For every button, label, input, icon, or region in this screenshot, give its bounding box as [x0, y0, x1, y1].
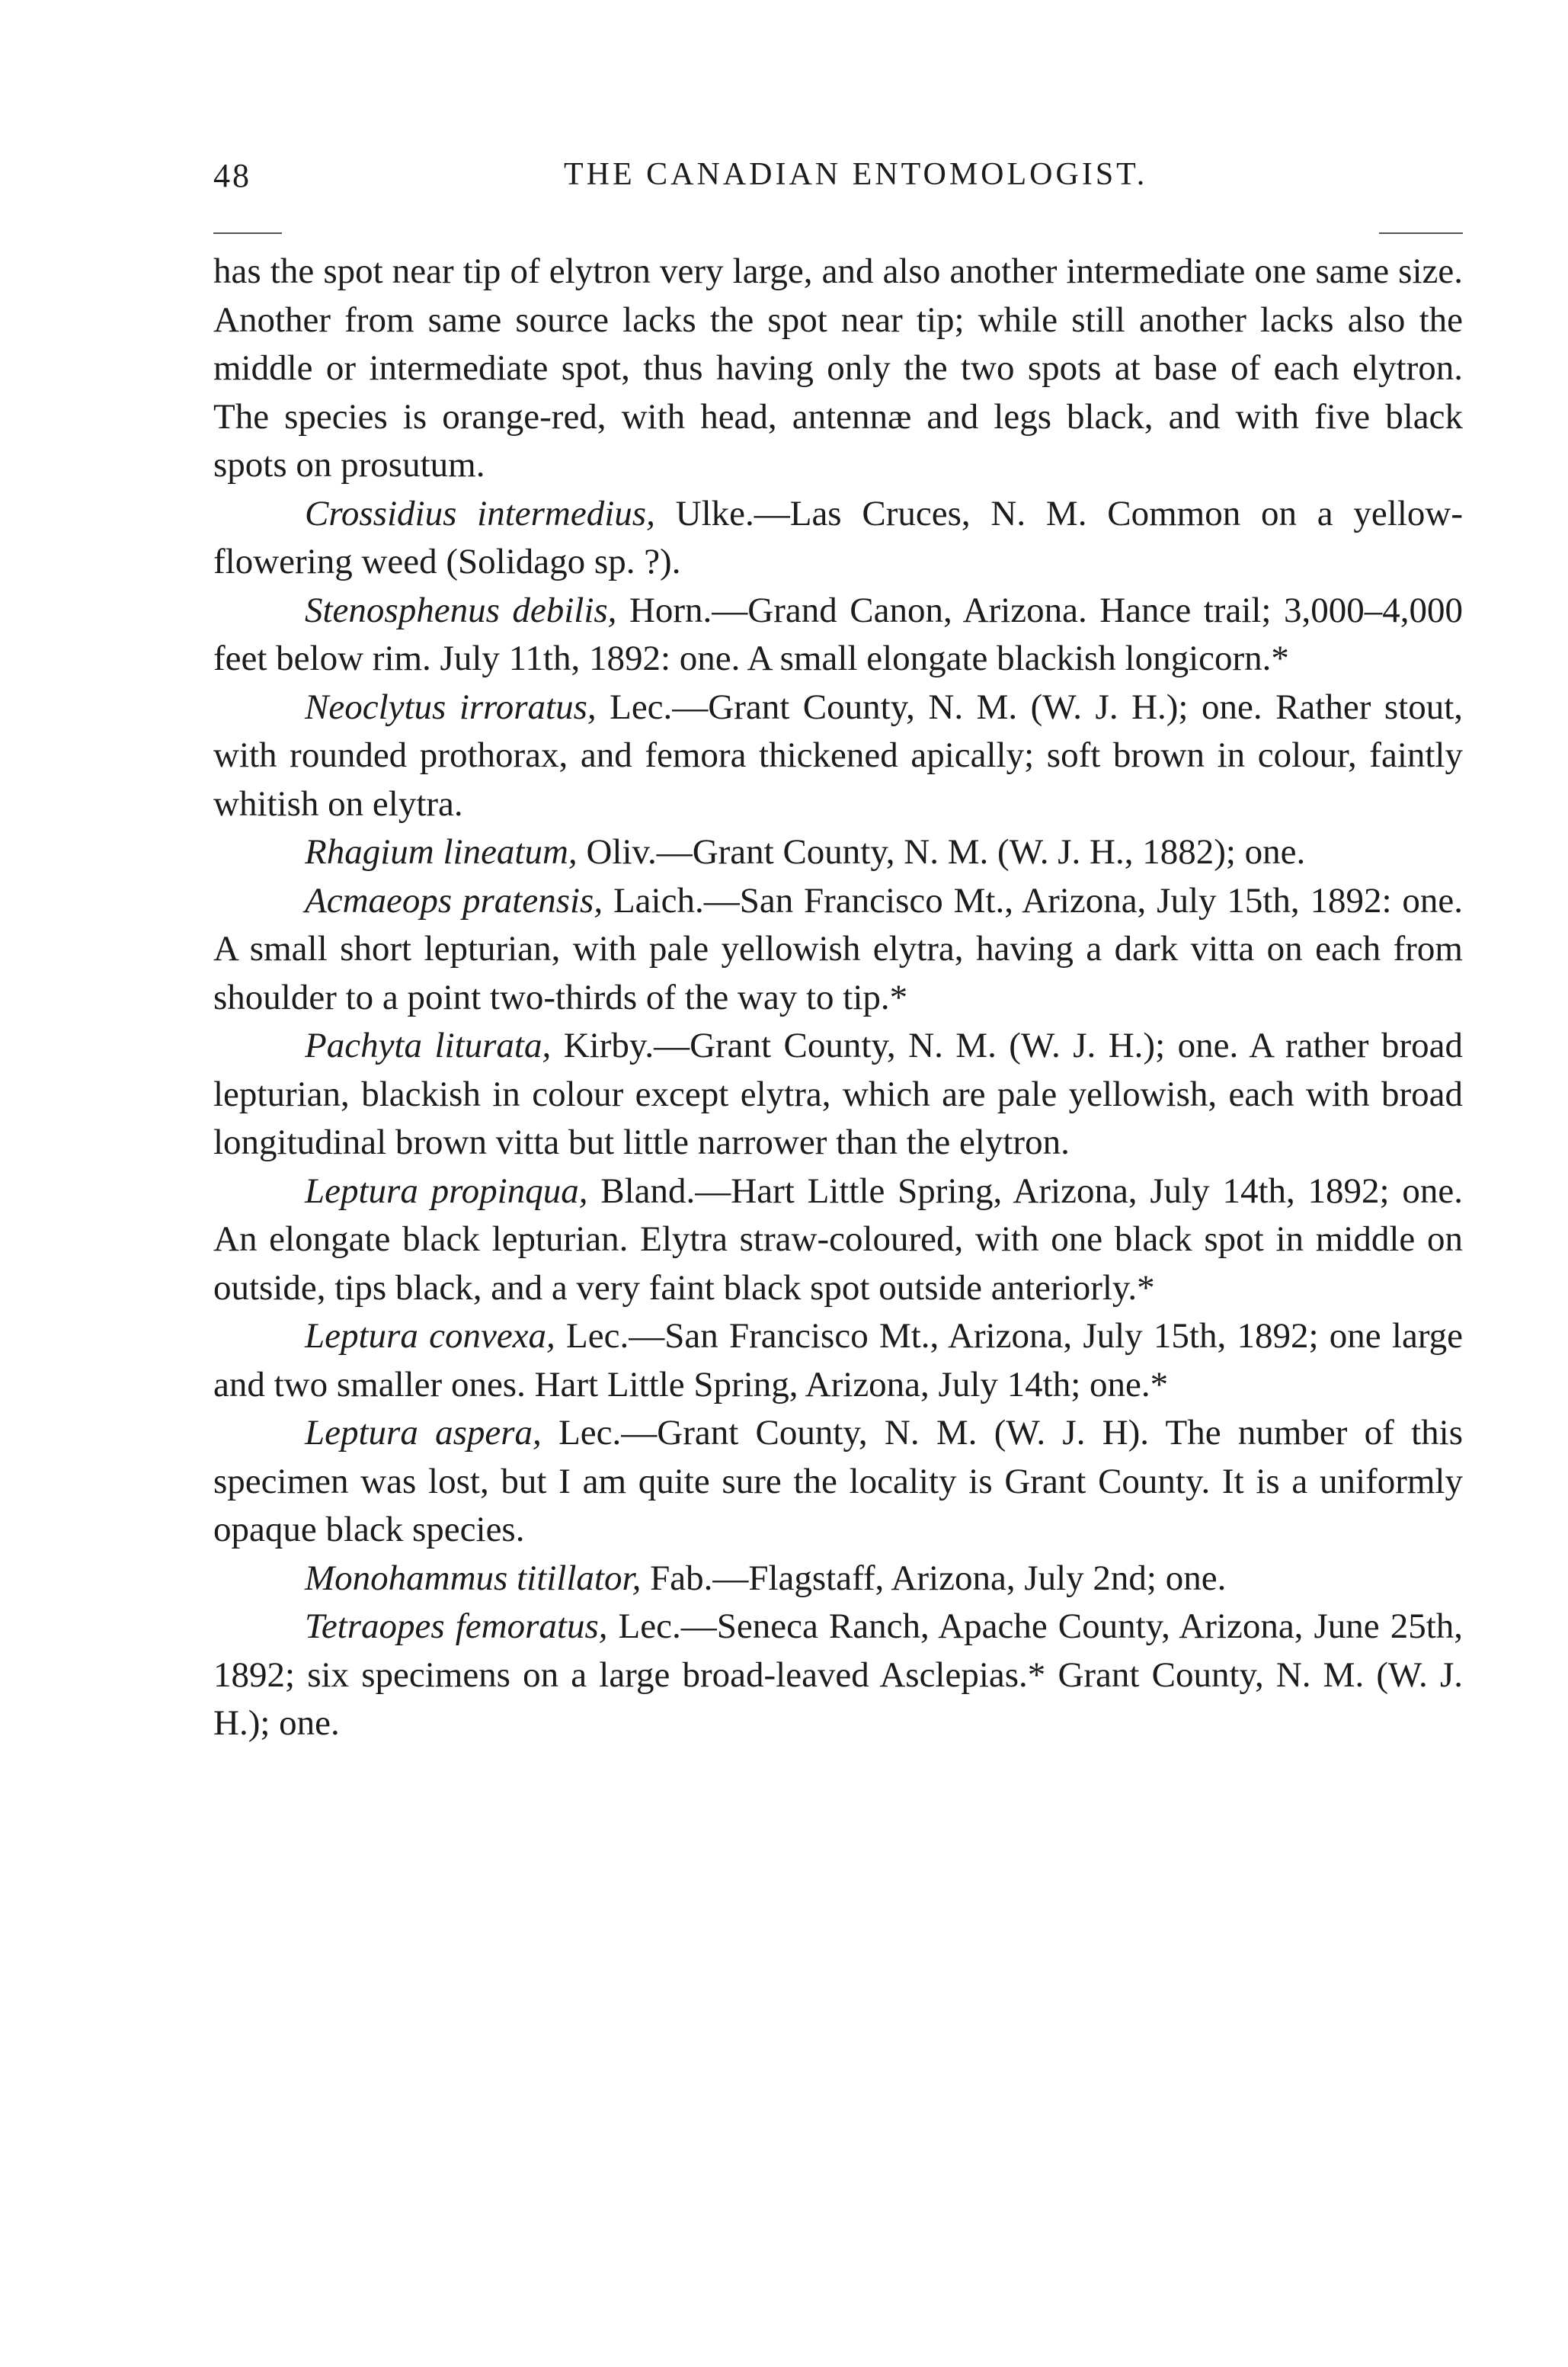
species-name: Leptura aspera, [305, 1413, 542, 1453]
paragraph-text: Ulke.—Las Cruces, N. M. Common on a yellow-flowering weed (Solidago sp. ?). [213, 493, 1463, 581]
species-name: Monohammus titillator, [305, 1558, 642, 1598]
species-name: Rhagium lineatum, [305, 832, 578, 872]
paragraph [213, 828, 1463, 877]
paragraph-text: Lec.—Seneca Ranch, Apache County, Arizona, June 25th, 1892; six specimens on a large broad-leaved Asclepias.* Grant County, N. M. (W. J. H.); one. [213, 1606, 1464, 1743]
paragraph-text: Oliv.—Grant County, N. M. (W. J. H., 1882); one. [577, 832, 1306, 872]
paragraph-text: Horn.—Grand Canon, Arizona. Hance trail; 3,000–4,000 feet below rim. July 11th, 1892: one. A small elongate blackish longicorn.* [213, 590, 1463, 678]
paragraph [213, 1409, 1463, 1555]
paragraph [213, 1603, 1463, 1748]
paragraph [213, 1022, 1463, 1167]
species-name: Leptura propinqua, [305, 1171, 588, 1211]
species-name: Pachyta liturata, [305, 1026, 552, 1065]
paragraph [213, 587, 1463, 684]
paragraph-text: has the spot near tip of elytron very large, and also another intermediate one same size. Another from same source lacks the spot near tip; while still another lacks also the middle or intermediate spot, thus having only the two spots at base of each elytron. The species is orange-red, with head, antennæ and legs black, and with five black spots on prosutum. [213, 251, 1463, 485]
species-name: Neoclytus irroratus, [305, 687, 597, 727]
species-name: Stenosphenus debilis, [305, 590, 617, 630]
paragraph [213, 684, 1463, 829]
species-name: Tetraopes femoratus, [305, 1606, 608, 1646]
paragraph-text: Lec.—San Francisco Mt., Arizona, July 15th, 1892; one large and two smaller ones. Hart Little Spring, Arizona, July 14th; one.* [213, 1316, 1463, 1405]
paragraph-text: Laich.—San Francisco Mt., Arizona, July 15th, 1892: one. A small short lepturian, with pale yellowish elytra, having a dark vitta on each from shoulder to a point two-thirds of the way to tip.* [213, 880, 1463, 1017]
header-rule [213, 232, 1463, 234]
paragraph-text: Lec.—Grant County, N. M. (W. J. H.); one. Rather stout, with rounded prothorax, and femora thickened apically; soft brown in colour, faintly whitish on elytra. [213, 687, 1464, 824]
paragraph-text: Bland.—Hart Little Spring, Arizona, July 14th, 1892; one. An elongate black lepturian. Elytra straw-coloured, with one black spot in middle on outside, tips black, and a very faint black spot outside anteriorly.* [213, 1171, 1463, 1308]
paragraph-text: Kirby.—Grant County, N. M. (W. J. H.); one. A rather broad lepturian, blackish in colour except elytra, which are pale yellowish, each with broad longitudinal brown vitta but little narrower than the elytron. [213, 1026, 1463, 1162]
journal-title: THE CANADIAN ENTOMOLOGIST. [564, 157, 1148, 192]
paragraph [213, 1167, 1463, 1313]
page [213, 156, 1463, 1748]
species-name: Crossidius intermedius, [305, 493, 655, 533]
paragraph-text: Fab.—Flagstaff, Arizona, July 2nd; one. [641, 1558, 1227, 1598]
paragraph-text: Lec.—Grant County, N. M. (W. J. H). The number of this specimen was lost, but I am quite sure the locality is Grant County. It is a uniformly opaque black species. [213, 1413, 1463, 1549]
paragraph [213, 490, 1463, 587]
species-name: Leptura convexa, [305, 1316, 555, 1356]
running-head [213, 156, 1463, 210]
page-number: 48 [213, 157, 251, 194]
species-name: Acmaeops pratensis, [305, 880, 603, 921]
paragraph [213, 248, 1463, 490]
paragraph [213, 877, 1463, 1023]
body-text [213, 248, 1463, 1748]
paragraph [213, 1555, 1463, 1603]
paragraph [213, 1312, 1463, 1409]
